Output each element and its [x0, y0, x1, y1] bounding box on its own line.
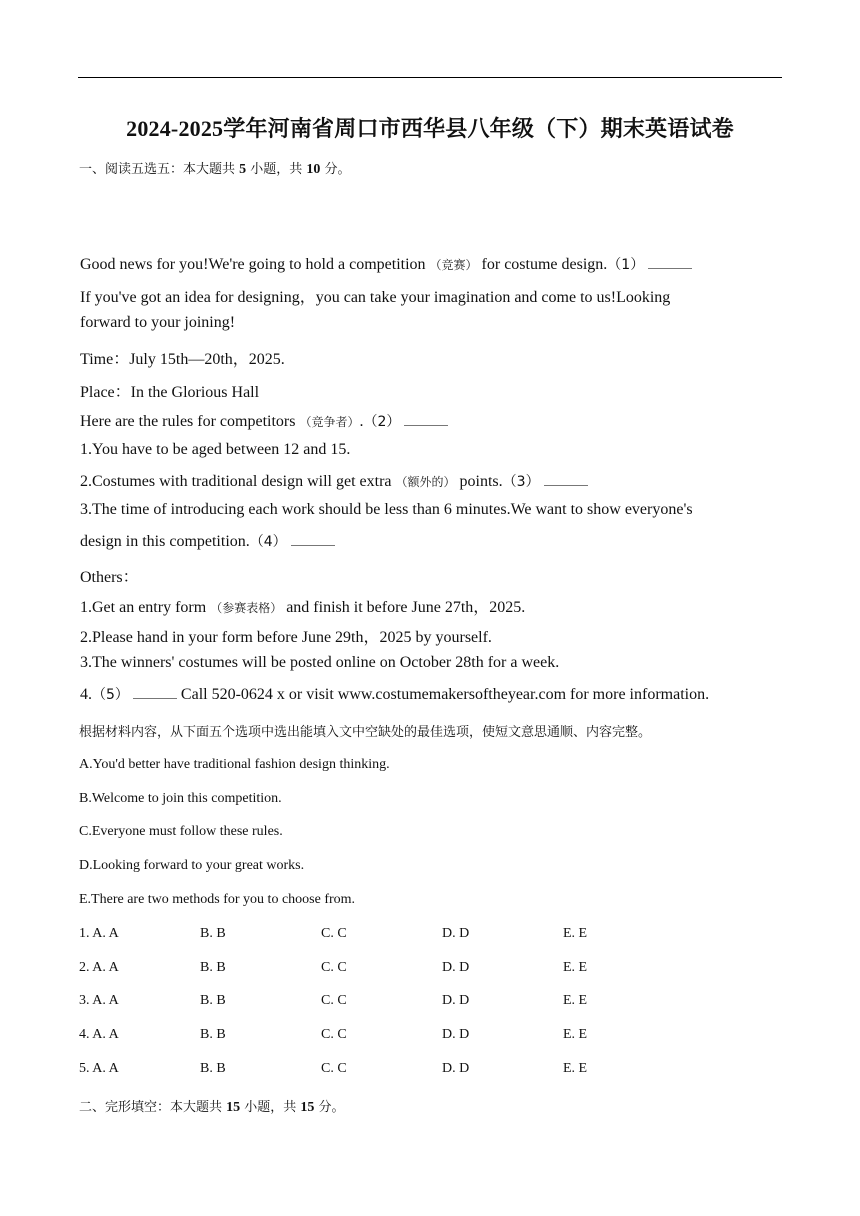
- page-title: 2024-2025学年河南省周口市西华县八年级（下）期末英语试卷: [126, 116, 734, 141]
- passage-line: Here are the rules for competitors （竞争者）.（2）: [80, 411, 448, 431]
- passage-line: Time：July 15th—20th，2025.: [80, 351, 285, 368]
- answer-blank-4[interactable]: [291, 535, 335, 546]
- passage-line: Others：: [80, 569, 139, 586]
- choice-d[interactable]: D. D: [442, 1027, 470, 1042]
- choice-d[interactable]: D. D: [442, 960, 470, 975]
- option-c: C.Everyone must follow these rules.: [79, 824, 283, 839]
- choice-a[interactable]: 3. A. A: [79, 993, 119, 1008]
- choice-e[interactable]: E. E: [563, 993, 588, 1008]
- option-d: D.Looking forward to your great works.: [79, 858, 305, 873]
- choice-c[interactable]: C. C: [321, 960, 347, 975]
- choice-e[interactable]: E. E: [563, 926, 588, 941]
- passage-line: 1.Get an entry form （参赛表格） and finish it before June 27th，2025.: [80, 599, 526, 616]
- passage-line: Good news for you!We're going to hold a competition （竞赛） for costume design.（1）: [80, 254, 692, 274]
- question-row: [79, 926, 639, 944]
- passage-line: 3.The time of introducing each work should be less than 6 minutes.We want to show everyone's: [80, 501, 693, 518]
- question-row: [79, 993, 639, 1011]
- choice-a[interactable]: 2. A. A: [79, 960, 119, 975]
- answer-blank-1[interactable]: [648, 258, 692, 269]
- question-row: [79, 960, 639, 978]
- passage-line: Place：In the Glorious Hall: [80, 384, 260, 401]
- choice-a[interactable]: 4. A. A: [79, 1027, 119, 1042]
- answer-blank-5[interactable]: [133, 688, 177, 699]
- choice-b[interactable]: B. B: [200, 993, 226, 1008]
- choice-e[interactable]: E. E: [563, 1027, 588, 1042]
- section-2-heading: 二、完形填空：本大题共 15 小题，共 15 分。: [79, 1100, 345, 1115]
- choice-d[interactable]: D. D: [442, 993, 470, 1008]
- choice-b[interactable]: B. B: [200, 1061, 226, 1076]
- question-row: [79, 1061, 639, 1079]
- passage-line: 4.（5） Call 520-0624 x or visit www.costumemakersoftheyear.com for more information.: [80, 686, 710, 703]
- choice-d[interactable]: D. D: [442, 926, 470, 941]
- header-rule: [78, 77, 782, 78]
- passage-line: If you've got an idea for designing，you can take your imagination and come to us!Looking: [80, 289, 671, 306]
- choice-b[interactable]: B. B: [200, 926, 226, 941]
- passage-line: 2.Costumes with traditional design will get extra （额外的） points.（3）: [80, 471, 588, 491]
- instruction-text: 根据材料内容，从下面五个选项中选出能填入文中空缺处的最佳选项，使短文意思通顺、内容完整。: [79, 725, 652, 740]
- passage-line: 1.You have to be aged between 12 and 15.: [80, 441, 351, 458]
- choice-a[interactable]: 5. A. A: [79, 1061, 119, 1076]
- answer-blank-2[interactable]: [404, 415, 448, 426]
- option-b: B.Welcome to join this competition.: [79, 791, 282, 806]
- choice-c[interactable]: C. C: [321, 1061, 347, 1076]
- option-a: A.You'd better have traditional fashion design thinking.: [79, 757, 390, 772]
- answer-blank-3[interactable]: [544, 475, 588, 486]
- question-row: [79, 1027, 639, 1045]
- passage-line: design in this competition.（4）: [80, 531, 335, 551]
- passage-line: 2.Please hand in your form before June 29th，2025 by yourself.: [80, 629, 492, 646]
- choice-b[interactable]: B. B: [200, 960, 226, 975]
- choice-c[interactable]: C. C: [321, 926, 347, 941]
- option-e: E.There are two methods for you to choose from.: [79, 892, 356, 907]
- choice-d[interactable]: D. D: [442, 1061, 470, 1076]
- choice-c[interactable]: C. C: [321, 993, 347, 1008]
- choice-e[interactable]: E. E: [563, 960, 588, 975]
- section-1-heading: 一、阅读五选五：本大题共 5 小题，共 10 分。: [79, 162, 351, 177]
- choice-b[interactable]: B. B: [200, 1027, 226, 1042]
- choice-c[interactable]: C. C: [321, 1027, 347, 1042]
- choice-e[interactable]: E. E: [563, 1061, 588, 1076]
- passage-line: forward to your joining!: [80, 314, 236, 331]
- passage-line: 3.The winners' costumes will be posted online on October 28th for a week.: [80, 654, 560, 671]
- choice-a[interactable]: 1. A. A: [79, 926, 119, 941]
